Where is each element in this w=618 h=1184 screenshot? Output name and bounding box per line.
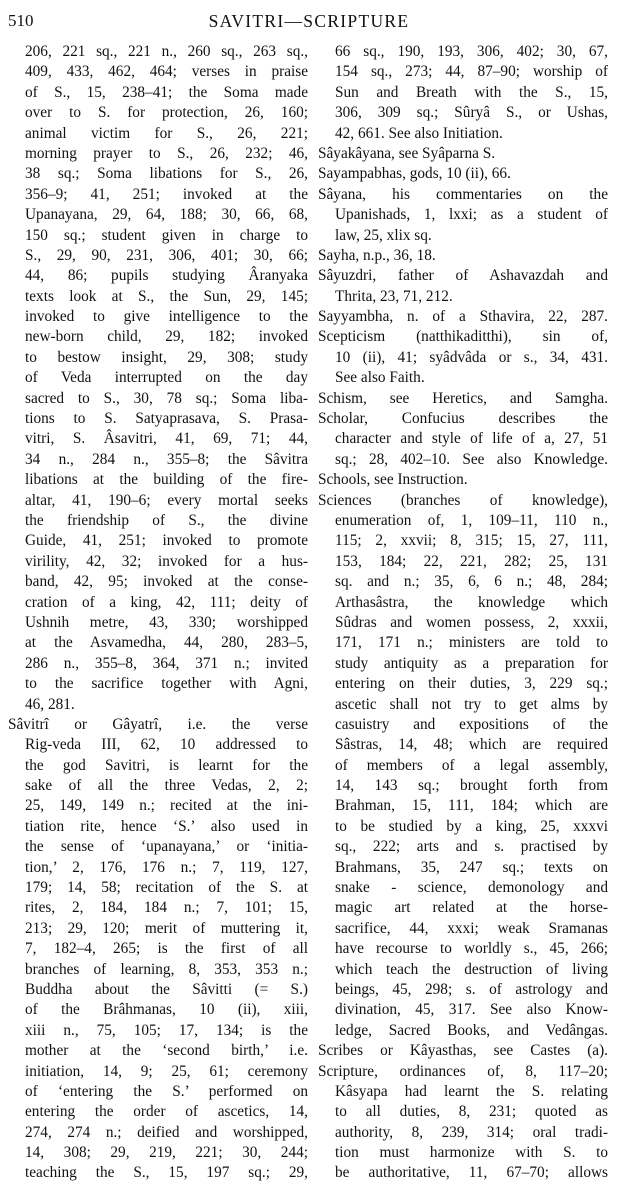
index-line: 38 sq.; Soma libations for S., 26, bbox=[25, 165, 308, 183]
index-line: magic art related at the horse- bbox=[335, 899, 608, 917]
page-header bbox=[0, 11, 618, 37]
index-line: enumeration of, 1, 109–11, 110 n., bbox=[335, 511, 608, 529]
index-line: xiii n., 75, 105; 17, 134; is the bbox=[25, 1021, 308, 1039]
index-line: sq. and n.; 35, 6, 6 n.; 48, 284; bbox=[335, 573, 608, 591]
index-line: ledge, Sacred Books, and Vedângas. bbox=[335, 1021, 608, 1039]
index-line: 213; 29, 120; merit of muttering it, bbox=[25, 919, 308, 937]
index-line: texts look at S., the Sun, 29, 145; bbox=[25, 287, 308, 305]
index-line: ascetic shall not try to get alms by bbox=[335, 695, 608, 713]
index-entry-heading: Scribes or Kâyasthas, see Castes (a). bbox=[318, 1042, 608, 1060]
index-line: law, 25, xlix sq. bbox=[335, 226, 432, 244]
index-line: 153, 184; 22, 221, 282; 25, 131 bbox=[335, 552, 608, 570]
index-line: 66 sq., 190, 193, 306, 402; 30, 67, bbox=[335, 43, 608, 60]
index-entry-heading: Sayha, n.p., 36, 18. bbox=[318, 246, 436, 264]
index-entry-heading: Sâyana, his commentaries on the bbox=[318, 185, 608, 203]
index-line: Thrita, 23, 71, 212. bbox=[335, 287, 453, 305]
index-line: Arthasâstra, the knowledge which bbox=[335, 593, 608, 611]
index-line: animal victim for S., 26, 221; bbox=[25, 124, 308, 142]
index-line: Ushnih metre, 43, 330; worshipped bbox=[25, 613, 308, 631]
index-line: the sense of ‘upanayana,’ or ‘initia- bbox=[25, 838, 308, 856]
index-line: 306, 309 sq.; Sûryâ S., or Ushas, bbox=[335, 104, 608, 122]
index-line: invoked to give intelligence to the bbox=[25, 308, 308, 326]
index-line: entering the order of ascetics, 14, bbox=[25, 1103, 308, 1121]
index-line: Kâsyapa had learnt the S. relating bbox=[335, 1082, 608, 1100]
index-line: Buddha about the Sâvitti (= S.) bbox=[25, 980, 308, 998]
index-line: of S., 15, 238–41; the Soma made bbox=[25, 83, 308, 101]
index-line: which teach the destruction of living bbox=[335, 960, 608, 978]
index-line: 44, 86; pupils studying Âranyaka bbox=[25, 267, 308, 285]
index-line: entering on their duties, 3, 229 sq.; bbox=[335, 675, 608, 693]
index-line: 46, 281. bbox=[25, 695, 75, 713]
index-line: of ‘entering the S.’ performed on bbox=[25, 1082, 308, 1100]
index-line: tions to S. Satyaprasava, S. Prasa- bbox=[25, 410, 308, 428]
index-line: 14, 308; 29, 219, 221; 30, 244; bbox=[25, 1144, 308, 1162]
index-line: sq.; 28, 402–10. See also Knowledge. bbox=[335, 450, 608, 468]
index-entry-heading: Sâyakâyana, see Syâparna S. bbox=[318, 144, 496, 162]
index-line: be authoritative, 11, 67–70; allows bbox=[335, 1164, 608, 1182]
index-line: 286 n., 355–8, 364, 371 n.; invited bbox=[25, 654, 308, 672]
index-entry-heading: Sâvitrî or Gâyatrî, i.e. the verse bbox=[8, 715, 308, 733]
index-line: 42, 661. See also Initiation. bbox=[335, 124, 503, 142]
index-line: sake of all the three Vedas, 2, 2; bbox=[25, 777, 308, 795]
index-line: sacred to S., 30, 78 sq.; Soma liba- bbox=[25, 389, 308, 407]
index-line: casuistry and expositions of the bbox=[335, 715, 608, 733]
index-line: 409, 433, 462, 464; verses in praise bbox=[25, 63, 308, 81]
index-line: 206, 221 sq., 221 n., 260 sq., 263 sq., bbox=[25, 43, 308, 60]
index-line: snake - science, demonology and bbox=[335, 879, 608, 897]
index-line: of members of a legal assembly, bbox=[335, 756, 608, 774]
index-line: study antiquity as a preparation for bbox=[335, 654, 608, 672]
index-line: Brahman, 15, 111, 184; which are bbox=[335, 797, 608, 815]
index-line: 14, 143 sq.; brought forth from bbox=[335, 777, 608, 795]
index-entry-heading: Scholar, Confucius describes the bbox=[318, 410, 608, 428]
index-entry-heading: Sayyambha, n. of a Sthavira, 22, 287. bbox=[318, 308, 608, 326]
index-line: of the Brâhmanas, 10 (ii), xiii, bbox=[25, 1001, 308, 1019]
index-line: teaching the S., 15, 197 sq.; 29, bbox=[25, 1164, 308, 1182]
index-line: tion must harmonize with S. to bbox=[335, 1144, 608, 1162]
index-entry-heading: Scepticism (natthikaditthi), sin of, bbox=[318, 328, 608, 346]
index-line: new-born child, 29, 182; invoked bbox=[25, 328, 308, 346]
index-line: at the Asvamedha, 44, 280, 283–5, bbox=[25, 634, 308, 652]
index-line: branches of learning, 8, 353, 353 n.; bbox=[25, 960, 308, 978]
index-line: the god Savitri, is learnt for the bbox=[25, 756, 308, 774]
index-line: Sûdras and women possess, 2, xxxii, bbox=[335, 613, 608, 631]
index-line: vitri, S. Âsavitri, 41, 69, 71; 44, bbox=[25, 430, 308, 448]
index-line: tion,’ 2, 176, 176 n.; 7, 119, 127, bbox=[25, 858, 308, 876]
index-line: 154 sq., 273; 44, 87–90; worship of bbox=[335, 63, 608, 81]
index-entry-heading: Schools, see Instruction. bbox=[318, 471, 468, 489]
index-line: tiation rite, hence ‘S.’ also used in bbox=[25, 817, 308, 835]
index-line: 356–9; 41, 251; invoked at the bbox=[25, 185, 308, 203]
index-line: authority, 8, 239, 314; oral tradi- bbox=[335, 1123, 608, 1141]
index-line: 150 sq.; student given in charge to bbox=[25, 226, 308, 244]
index-line: 274, 274 n.; deified and worshipped, bbox=[25, 1123, 308, 1141]
index-line: Sâstras, 14, 48; which are required bbox=[335, 736, 608, 754]
index-line: beings, 45, 298; s. of astrology and bbox=[335, 980, 608, 998]
index-line: Guide, 41, 251; invoked to promote bbox=[25, 532, 308, 550]
index-line: to all duties, 8, 231; quoted as bbox=[335, 1103, 608, 1121]
index-line: initiation, 14, 9; 25, 61; ceremony bbox=[25, 1062, 308, 1080]
index-line: 25, 149, 149 n.; recited at the ini- bbox=[25, 797, 308, 815]
index-line: character and style of life of a, 27, 51 bbox=[335, 430, 608, 448]
index-line: Brahmans, 35, 247 sq.; texts on bbox=[335, 858, 608, 876]
right-column bbox=[318, 42, 608, 1184]
index-line: to bestow insight, 29, 308; study bbox=[25, 348, 308, 366]
index-line: the friendship of S., the divine bbox=[25, 511, 308, 529]
index-line: cration of a king, 42, 111; deity of bbox=[25, 593, 308, 611]
index-line: 171, 171 n.; ministers are told to bbox=[335, 634, 608, 652]
index-line: to the sacrifice together with Agni, bbox=[25, 675, 308, 693]
index-line: Upanishads, 1, lxxi; as a student of bbox=[335, 206, 608, 224]
index-line: 179; 14, 58; recitation of the S. at bbox=[25, 879, 308, 897]
index-line: divination, 45, 317. See also Know- bbox=[335, 1001, 608, 1019]
running-head: SAVITRI—SCRIPTURE bbox=[208, 11, 410, 31]
index-line: sacrifice, 44, xxxi; weak Sramanas bbox=[335, 919, 608, 937]
index-entry-heading: Sâyuzdri, father of Ashavazdah and bbox=[318, 267, 608, 285]
index-line: See also Faith. bbox=[335, 369, 425, 387]
index-line: morning prayer to S., 26, 232; 46, bbox=[25, 144, 308, 162]
index-line: Sun and Breath with the S., 15, bbox=[335, 83, 608, 101]
index-line: to be studied by a king, 25, xxxvi bbox=[335, 817, 608, 835]
index-line: libations at the building of the fire- bbox=[25, 471, 308, 489]
index-line: over to S. for protection, 26, 160; bbox=[25, 104, 308, 122]
index-entry-heading: Sciences (branches of knowledge), bbox=[318, 491, 608, 509]
index-entry-heading: Sayampabhas, gods, 10 (ii), 66. bbox=[318, 165, 511, 183]
index-line: S., 29, 90, 231, 306, 401; 30, 66; bbox=[25, 246, 308, 264]
page-number: 510 bbox=[8, 11, 34, 30]
left-column bbox=[8, 42, 308, 1184]
index-line: band, 42, 95; invoked at the conse- bbox=[25, 573, 308, 591]
index-line: Upanayana, 29, 64, 188; 30, 66, 68, bbox=[25, 206, 308, 224]
index-line: 7, 182–4, 265; is the first of all bbox=[25, 940, 308, 958]
index-line: mother at the ‘second birth,’ i.e. bbox=[25, 1042, 308, 1060]
index-line: virility, 42, 32; invoked for a hus- bbox=[25, 552, 308, 570]
index-line: 34 n., 284 n., 355–8; the Sâvitra bbox=[25, 450, 308, 468]
index-line: sq., 222; arts and s. practised by bbox=[335, 838, 608, 856]
index-entry-heading: Schism, see Heretics, and Samgha. bbox=[318, 389, 608, 407]
index-line: of Veda interrupted on the day bbox=[25, 369, 308, 387]
index-line: 10 (ii), 41; syâdvâda or s., 34, 431. bbox=[335, 348, 608, 366]
index-line: Rig-veda III, 62, 10 addressed to bbox=[25, 736, 308, 754]
index-line: 115; 2, xxvii; 8, 315; 15, 27, 111, bbox=[335, 532, 608, 550]
index-line: altar, 41, 190–6; every mortal seeks bbox=[25, 491, 308, 509]
index-line: have recourse to worldly s., 45, 266; bbox=[335, 940, 608, 958]
index-entry-heading: Scripture, ordinances of, 8, 117–20; bbox=[318, 1062, 608, 1080]
index-line: rites, 2, 184, 184 n.; 7, 101; 15, bbox=[25, 899, 308, 917]
